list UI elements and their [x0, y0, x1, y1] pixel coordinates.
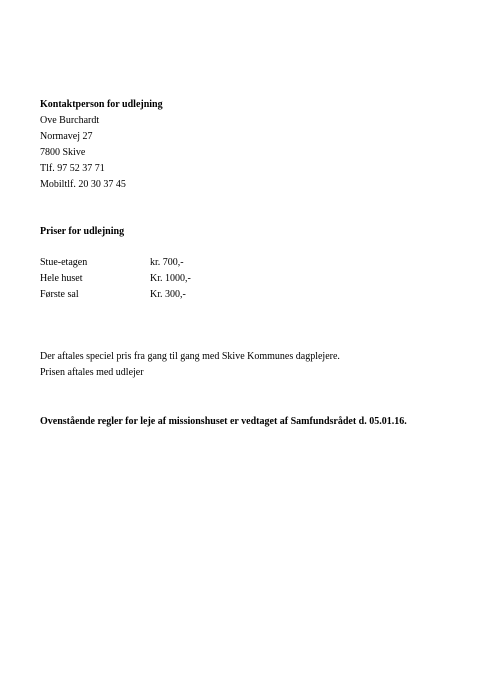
price-label: Første sal [40, 289, 79, 300]
prices-list [40, 255, 191, 303]
price-row [40, 255, 191, 271]
footer-statement: Ovenstående regler for leje af missionshuset er vedtaget af Samfundsrådet d. 05.01.16. [40, 416, 407, 427]
contact-heading: Kontaktperson for udlejning [40, 99, 163, 110]
note-line-1: Der aftales speciel pris fra gang til gang med Skive Kommunes dagplejere. [40, 351, 340, 362]
prices-heading: Priser for udlejning [40, 226, 125, 237]
contact-mobile: Mobiltlf. 20 30 37 45 [40, 179, 126, 190]
contact-phone: Tlf. 97 52 37 71 [40, 163, 105, 174]
contact-street: Normavej 27 [40, 131, 93, 142]
price-row [40, 287, 191, 303]
price-label: Stue-etagen [40, 257, 88, 268]
price-row [40, 271, 191, 287]
price-value: kr. 700,- [150, 257, 184, 268]
contact-city: 7800 Skive [40, 147, 86, 158]
contact-name: Ove Burchardt [40, 115, 100, 126]
price-value: Kr. 300,- [150, 289, 186, 300]
price-value: Kr. 1000,- [150, 273, 191, 284]
price-label: Hele huset [40, 273, 83, 284]
note-line-2: Prisen aftales med udlejer [40, 367, 144, 378]
notes-section [40, 349, 340, 381]
contact-section [40, 97, 163, 193]
